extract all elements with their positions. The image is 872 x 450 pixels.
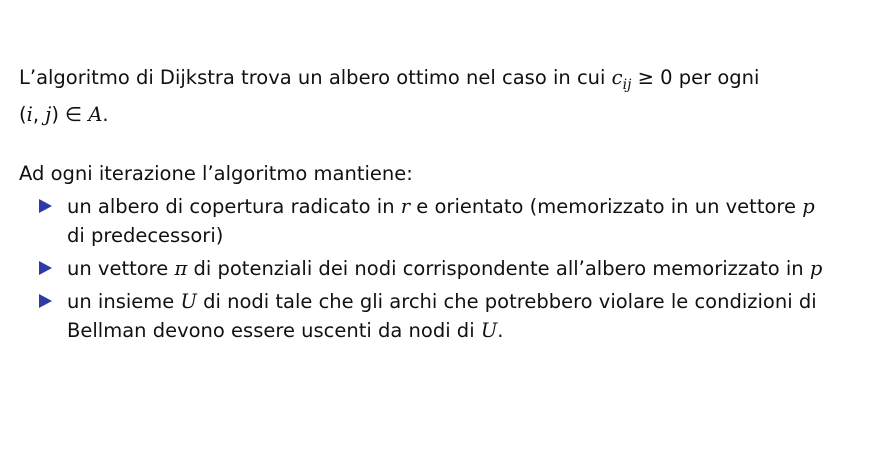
condition: ≥ 0: [631, 66, 673, 89]
slide-content: [19, 63, 859, 349]
period: .: [102, 102, 109, 126]
bullet-list: [19, 192, 859, 345]
intro-text: L’algoritmo di Dijkstra trova un albero ottimo nel caso in cui: [19, 66, 612, 89]
item-text: .: [497, 318, 504, 342]
heading: Ad ogni iterazione l’algoritmo mantiene:: [19, 161, 413, 185]
triangle-bullet-icon: [39, 199, 52, 213]
item-text: di predecessori): [67, 223, 224, 247]
math-p: p: [809, 256, 823, 280]
list-item: [19, 192, 859, 250]
index-j: j: [45, 102, 52, 126]
set-A: A: [88, 102, 103, 126]
cost-symbol: c: [611, 66, 623, 89]
intro-suffix: per ogni: [672, 66, 760, 89]
triangle-bullet-icon: [39, 294, 52, 308]
item-text: e orientato (memorizzato in un vettore: [410, 194, 803, 218]
math-pi: π: [174, 256, 188, 280]
intro-paragraph: [19, 63, 859, 129]
math-U: U: [180, 289, 197, 313]
comma: ,: [32, 102, 46, 126]
item-text: di nodi tale che gli archi che potrebbero violare le condizioni di Bellman devono essere uscenti da nodi di: [67, 289, 817, 342]
paren-open: (: [19, 102, 27, 126]
math-p: p: [802, 194, 815, 218]
item-text: un albero di copertura radicato in: [67, 194, 401, 218]
list-item: [19, 254, 859, 283]
list-item: [19, 287, 859, 345]
item-text: un insieme: [67, 289, 181, 313]
index-i: i: [26, 102, 33, 126]
triangle-bullet-icon: [39, 261, 52, 275]
item-text: di potenziali dei nodi corrispondente all’albero memorizzato in: [187, 256, 810, 280]
cost-subscript: ij: [622, 76, 632, 93]
math-U: U: [480, 318, 498, 342]
math-r: r: [400, 194, 411, 218]
item-text: un vettore: [67, 256, 175, 280]
paren-close-in: ) ∈: [51, 102, 89, 126]
